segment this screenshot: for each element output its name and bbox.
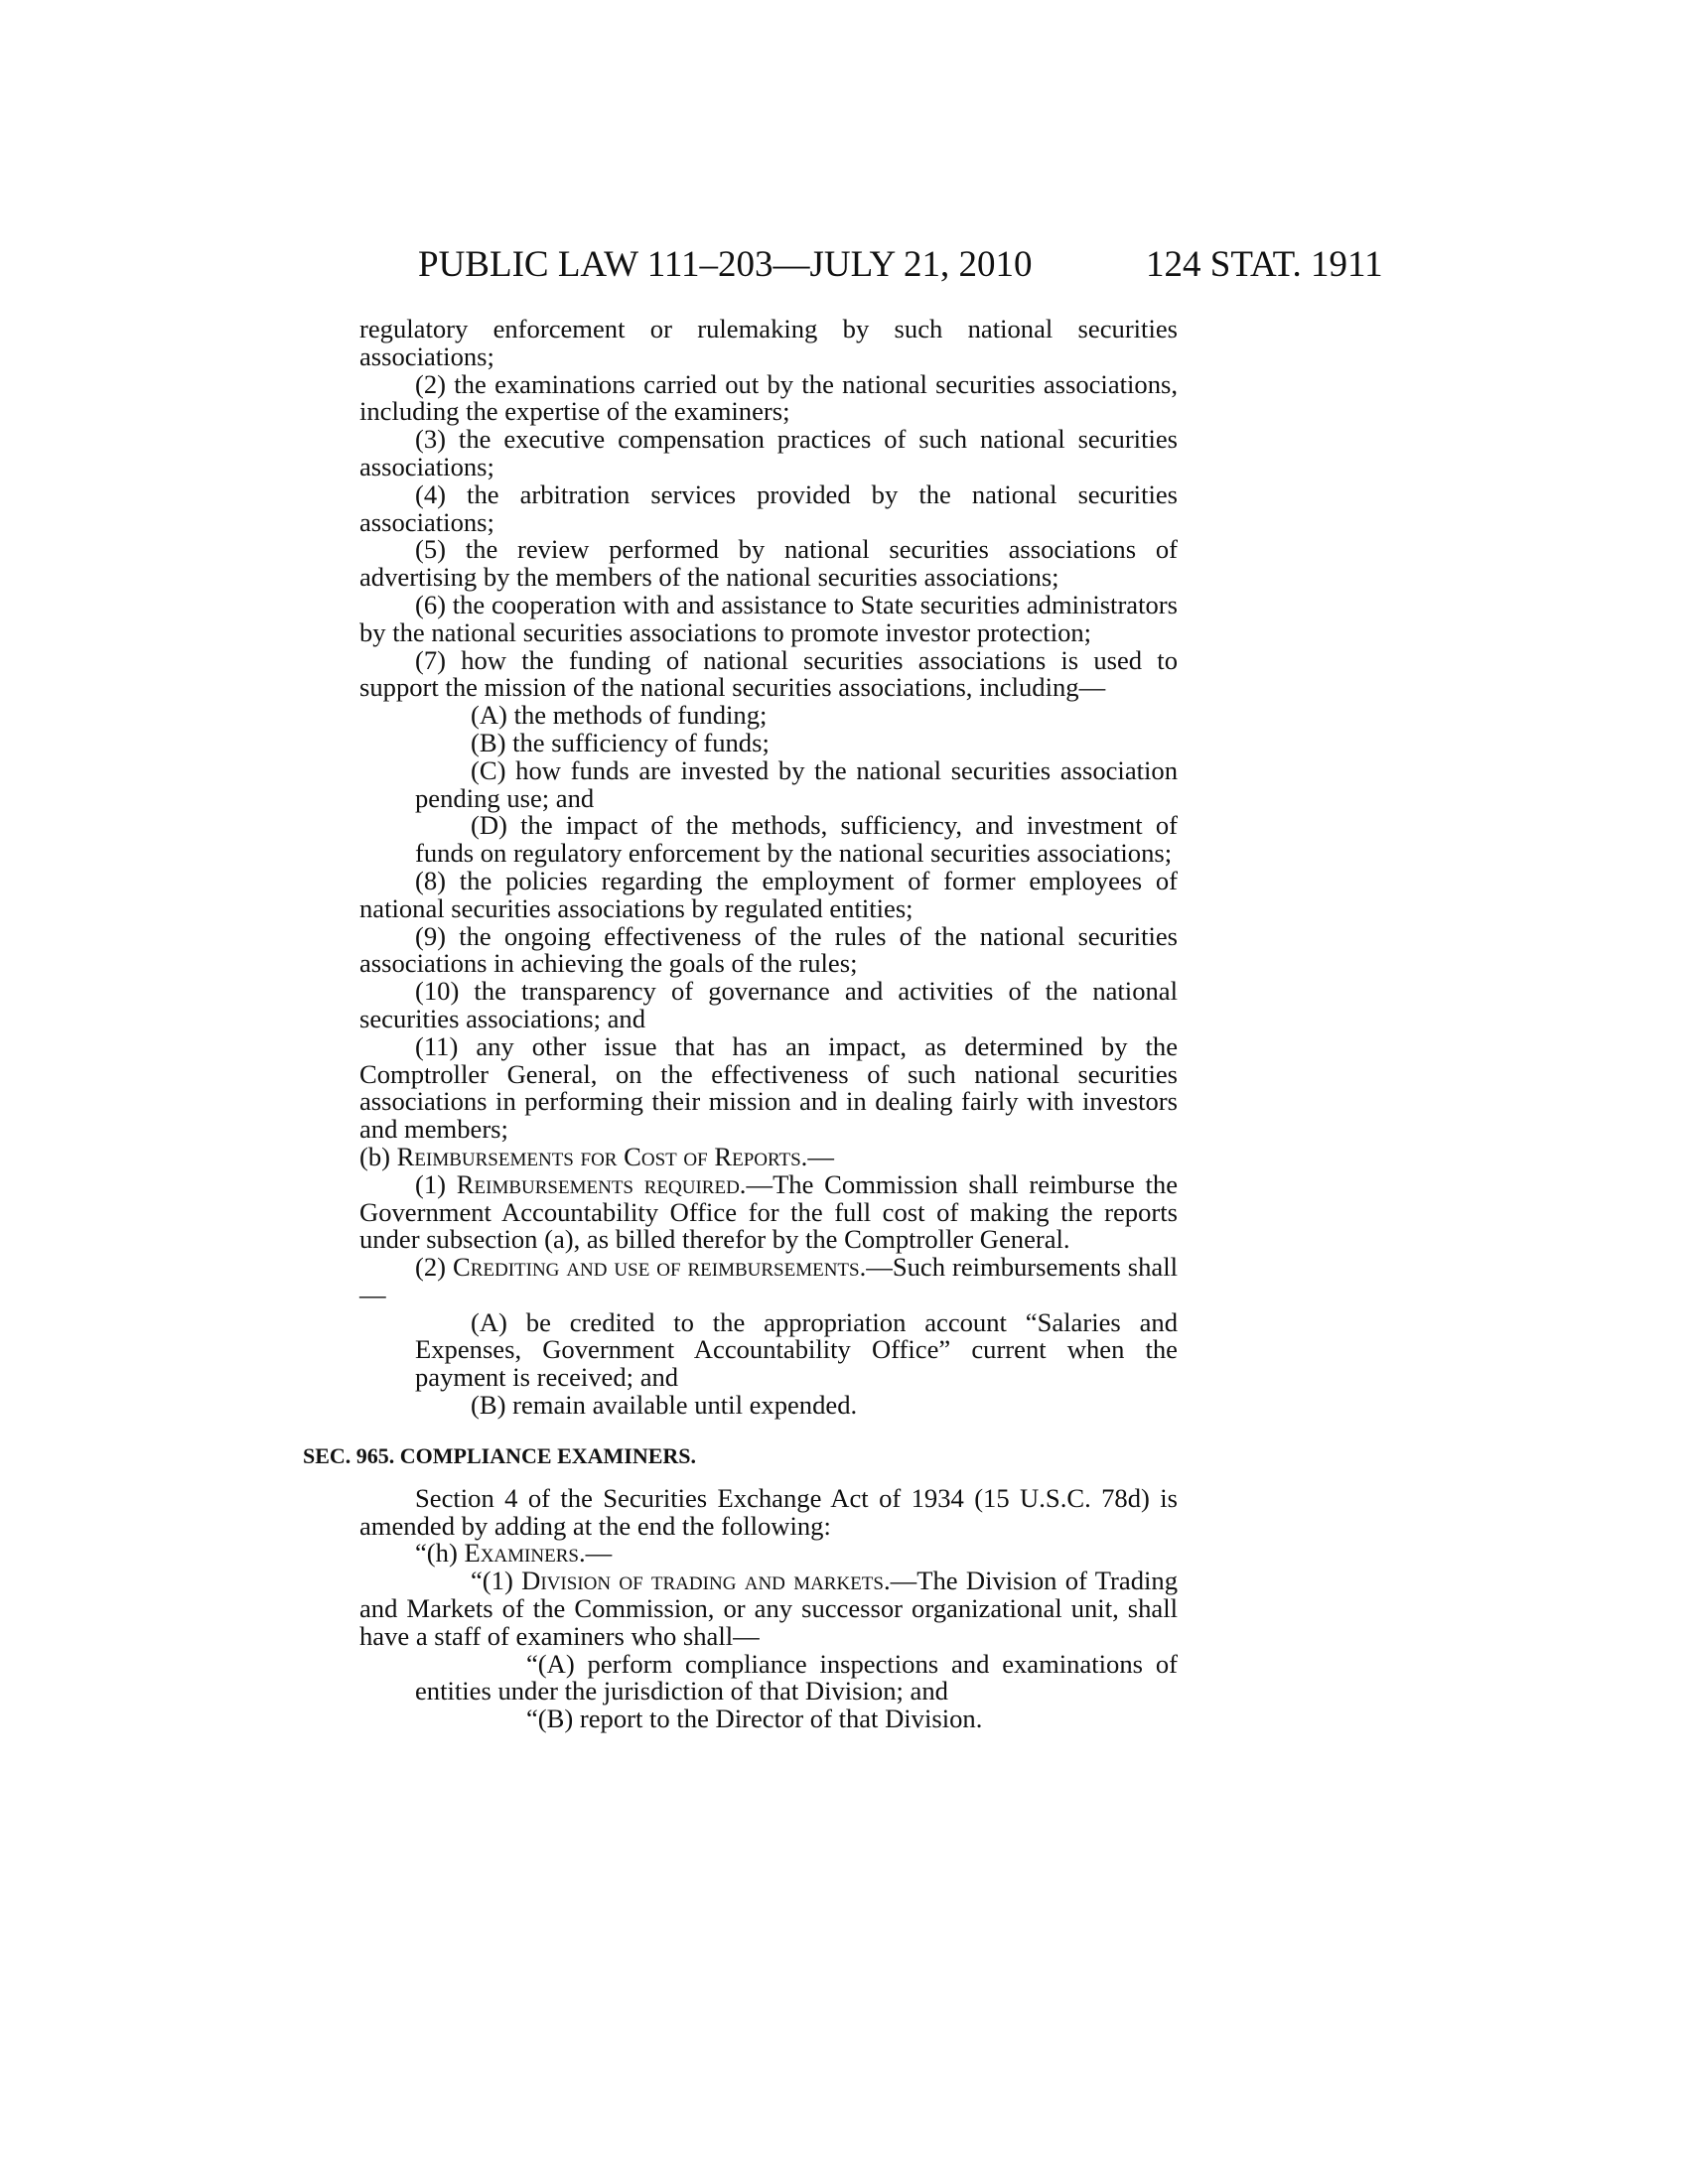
h1-text: —The Division of Trading and Markets of the Commission, or any successor organizational unit, shall have a staff of examiners who shall—	[359, 1566, 1178, 1651]
document-body	[303, 314, 1179, 1734]
h1-label: “(1)	[471, 1566, 513, 1596]
subsection-b-2b: (B) remain available until expended.	[471, 1390, 858, 1421]
running-head-title: PUBLIC LAW 111–203—JULY 21, 2010	[418, 244, 1033, 285]
paragraph-item-4: (4) the arbitration services provided by the national securities associations;	[359, 478, 1178, 537]
b1-heading: Reimbursements required.	[456, 1168, 747, 1199]
section-intro: Section 4 of the Securities Exchange Act of 1934 (15 U.S.C. 78d) is amended by adding at the end the following:	[359, 1482, 1178, 1541]
subparagraph-7b: (B) the sufficiency of funds;	[471, 727, 770, 757]
h-title: Examiners.—	[464, 1538, 613, 1569]
b2-heading: Crediting and use of reimbursements.	[452, 1252, 867, 1283]
b1-text: —The Commission shall reimburse the Government Accountability Office for the full cost of making the reports under subsection (a), as billed therefor by the Comptroller General.	[359, 1168, 1179, 1255]
subsection-h-paragraph-1	[359, 1568, 1178, 1650]
paragraph-item-11: (11) any other issue that has an impact, as determined by the Comptroller General, on the effectiveness of such national securities associations in performing their mission and in dealing fairly with investors and members;	[359, 1030, 1178, 1145]
subsection-b-paragraph-1	[359, 1168, 1179, 1255]
paragraph-item-2: (2) the examinations carried out by the national securities associations, including the expertise of the examiners;	[359, 368, 1178, 427]
b1-label: (1)	[415, 1168, 447, 1199]
paragraph-item-6: (6) the cooperation with and assistance to State securities administrators by the national securities associations to promote investor protection;	[359, 589, 1178, 647]
subsection-b-label: (b)	[359, 1141, 391, 1171]
subsection-h-heading	[359, 1540, 1178, 1568]
subparagraph-7d: (D) the impact of the methods, sufficiency, and investment of funds on regulatory enforcement by the national securities associations;	[415, 810, 1178, 869]
paragraph-continuation: regulatory enforcement or rulemaking by such national securities associations;	[359, 314, 1178, 371]
subsection-b-heading	[359, 1141, 1178, 1171]
subsection-h-1b: “(B) report to the Director of that Division.	[526, 1704, 983, 1734]
h-label: “(h)	[415, 1538, 458, 1569]
h1-heading: Division of trading and markets.	[521, 1566, 891, 1596]
subsection-b-title: Reimbursements for Cost of Reports.—	[396, 1141, 834, 1171]
subparagraph-7c: (C) how funds are invested by the national securities association pending use; and	[415, 754, 1178, 813]
paragraph-item-8: (8) the policies regarding the employment of former employees of national securities associations by regulated entities;	[359, 865, 1178, 923]
subsection-b-paragraph-2	[359, 1254, 1178, 1309]
running-head-stat: 124 STAT. 1911	[1146, 244, 1383, 285]
section-heading: SEC. 965. COMPLIANCE EXAMINERS.	[303, 1442, 697, 1468]
subsection-b-2a: (A) be credited to the appropriation account “Salaries and Expenses, Government Accountability Office” current when the payment is received; and	[415, 1306, 1178, 1393]
paragraph-item-9: (9) the ongoing effectiveness of the rules of the national securities associations in achieving the goals of the rules;	[359, 920, 1178, 979]
paragraph-item-7: (7) how the funding of national securities associations is used to support the mission of the national securities associations, including—	[359, 644, 1178, 703]
b2-label: (2)	[415, 1252, 447, 1283]
paragraph-item-3: (3) the executive compensation practices of such national securities associations;	[359, 424, 1178, 481]
subsection-h-1a: “(A) perform compliance inspections and examinations of entities under the jurisdiction of that Division; and	[415, 1648, 1178, 1706]
b2-text: —Such reimbursements shall—	[359, 1252, 1178, 1309]
paragraph-item-10: (10) the transparency of governance and activities of the national securities associations; and	[359, 976, 1178, 1033]
paragraph-item-5: (5) the review performed by national securities associations of advertising by the members of the national securities associations;	[359, 534, 1178, 593]
subparagraph-7a: (A) the methods of funding;	[471, 700, 768, 731]
